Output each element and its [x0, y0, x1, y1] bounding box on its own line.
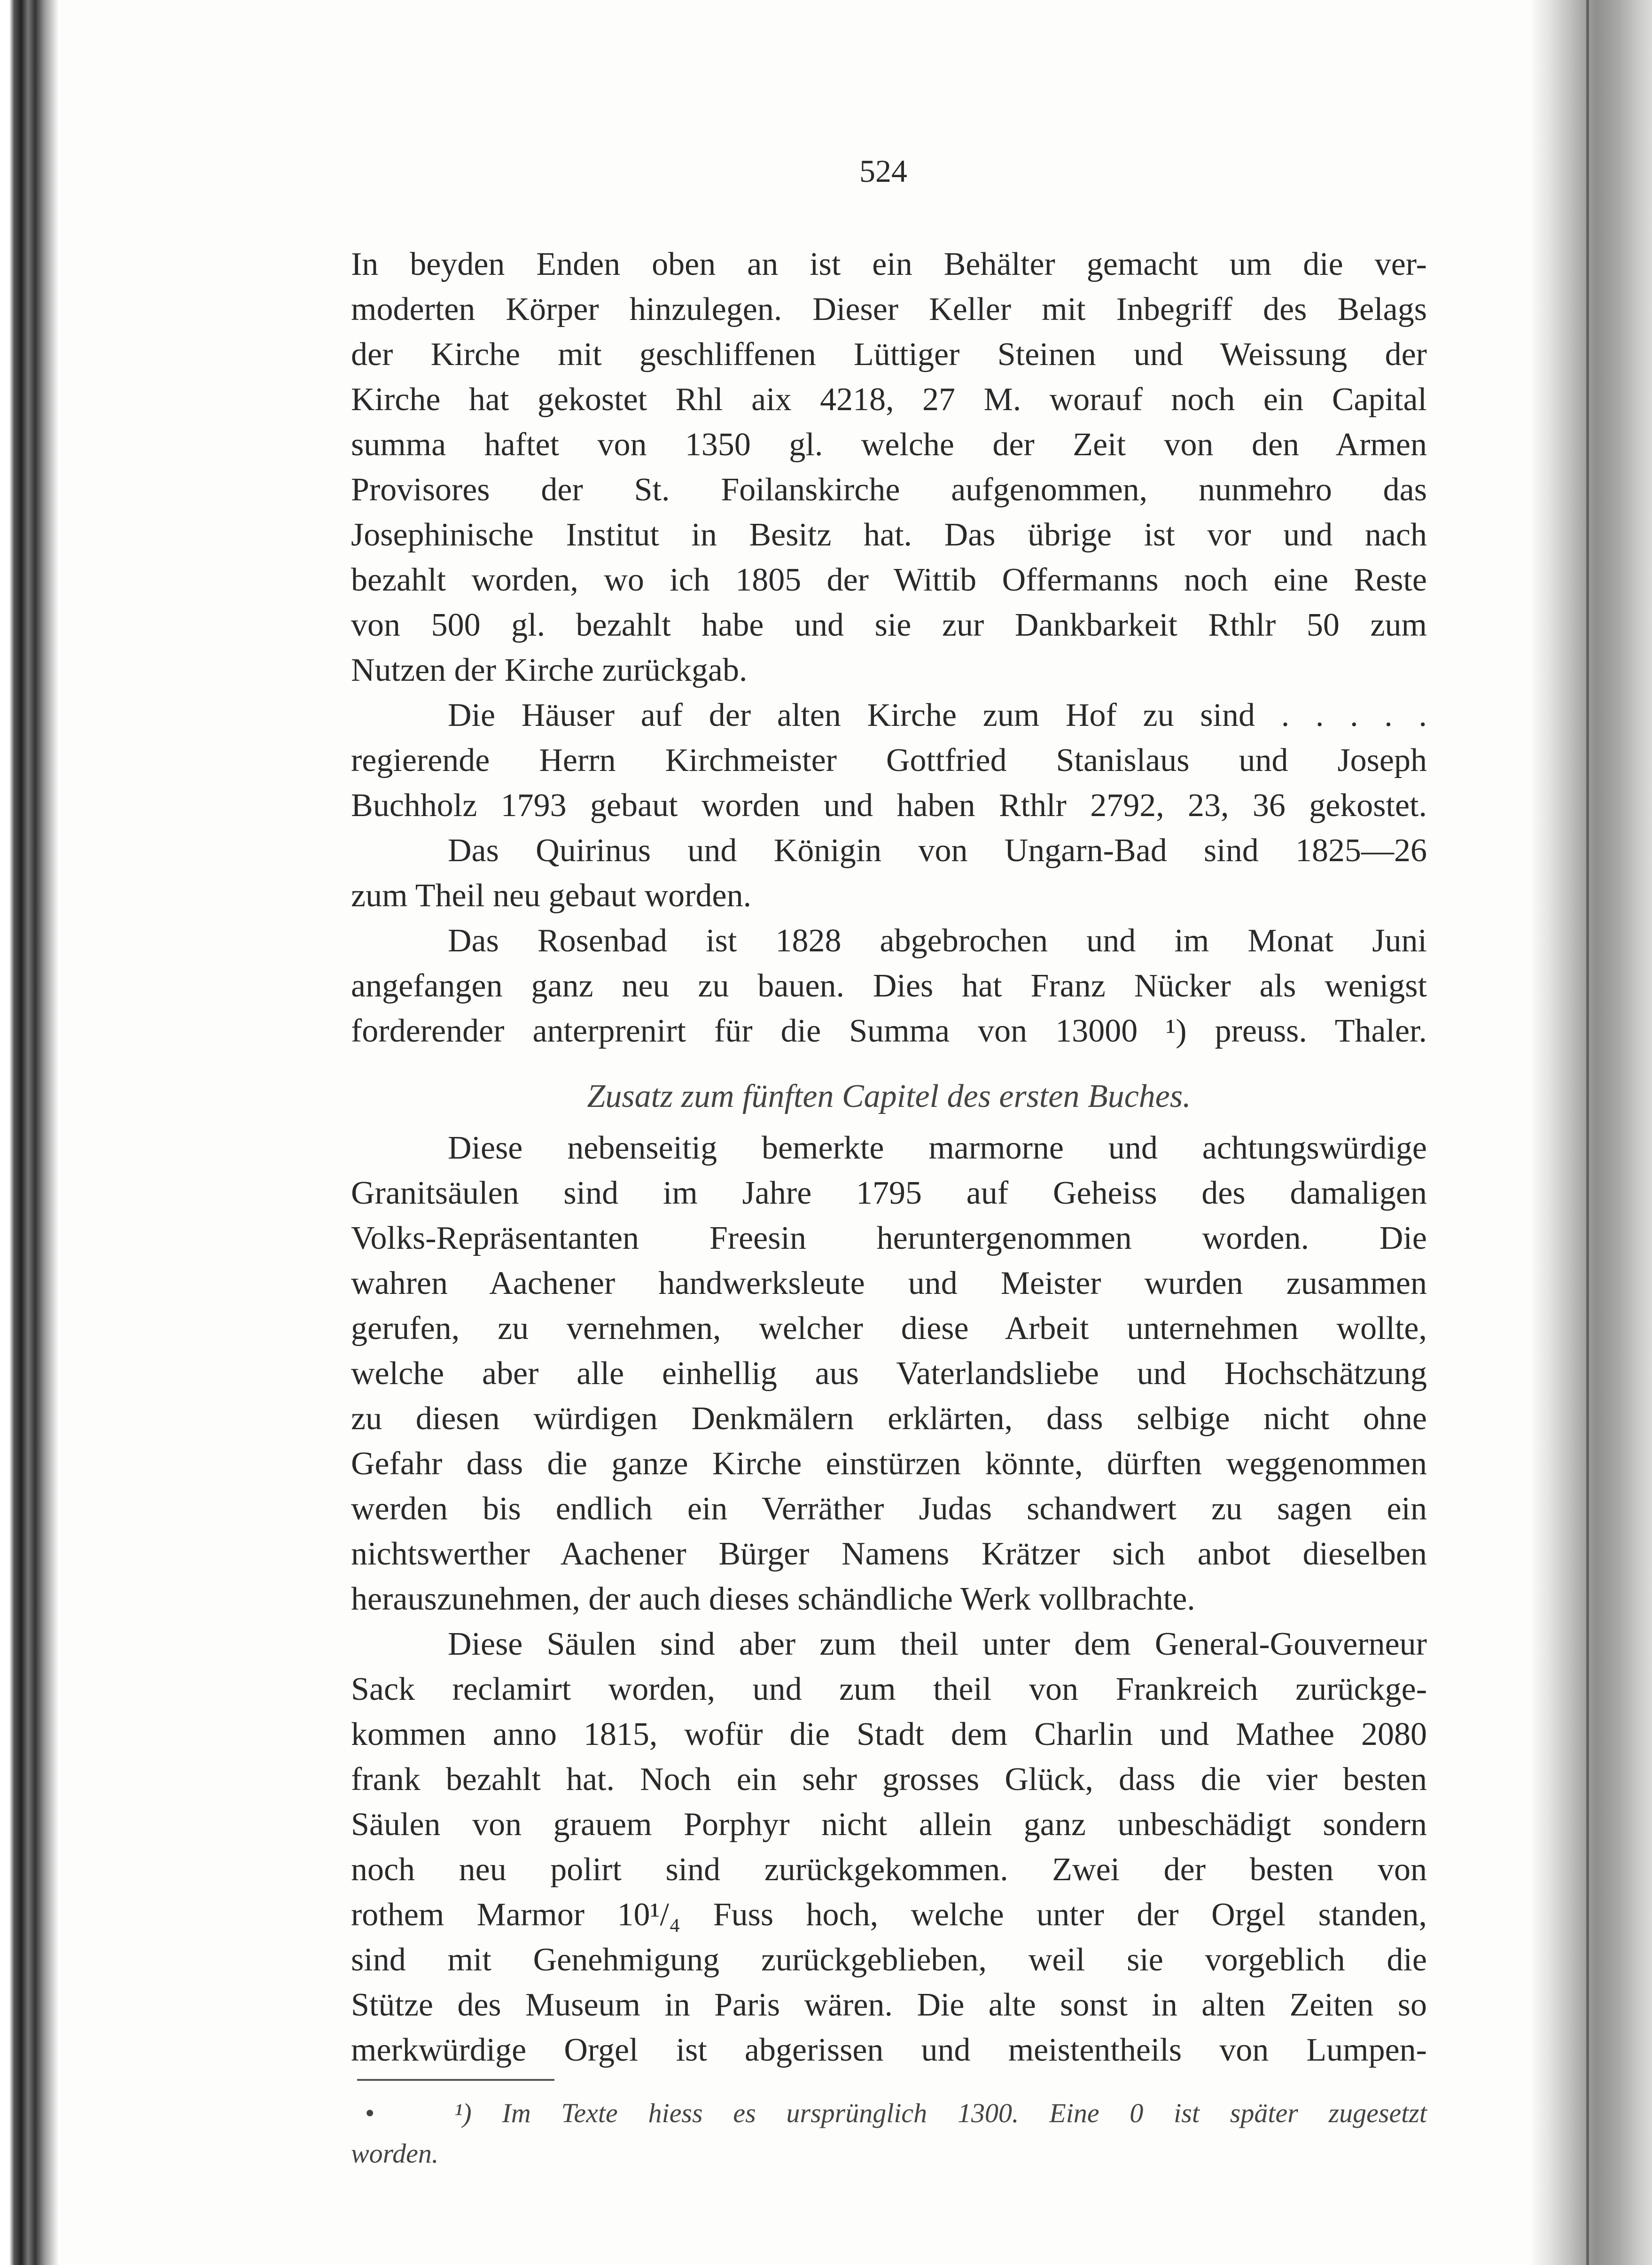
- text-line: zu diesen würdigen Denkmälern erklärten, dass selbige nicht ohne: [351, 1401, 1427, 1437]
- footnote-divider: [357, 2079, 554, 2081]
- text-line: Diese nebenseitig bemerkte marmorne und achtungswürdige: [448, 1130, 1427, 1166]
- text-line: Das Rosenbad ist 1828 abgebrochen und im Monat Juni: [448, 923, 1427, 959]
- text-line: In beyden Enden oben an ist ein Behälter gemacht um die ver-: [351, 246, 1427, 282]
- body-text: [351, 242, 1427, 2073]
- text-line: frank bezahlt hat. Noch ein sehr grosses Glück, dass die vier besten: [351, 1761, 1427, 1798]
- text-line: regierende Herrn Kirchmeister Gottfried Stanislaus und Joseph: [351, 742, 1427, 778]
- text-line: bezahlt worden, wo ich 1805 der Wittib Offermanns noch eine Reste: [351, 562, 1427, 598]
- text-line: rothem Marmor 10¹/₄ Fuss hoch, welche unter der Orgel standen,: [351, 1897, 1427, 1933]
- section-heading: Zusatz zum fünften Capitel des ersten Buches.: [587, 1078, 1191, 1114]
- text-line: moderten Körper hinzulegen. Dieser Keller mit Inbegriff des Belags: [351, 291, 1427, 327]
- text-line: Provisores der St. Foilanskirche aufgenommen, nunmehro das: [351, 472, 1427, 508]
- text-line: von 500 gl. bezahlt habe und sie zur Dankbarkeit Rthlr 50 zum: [351, 607, 1427, 643]
- text-line: forderender anterprenirt für die Summa von 13000 ¹) preuss. Thaler.: [351, 1013, 1427, 1049]
- text-line: merkwürdige Orgel ist abgerissen und meistentheils von Lumpen-: [351, 2032, 1427, 2068]
- text-line: Diese Säulen sind aber zum theil unter dem General-Gouverneur: [448, 1626, 1427, 1662]
- speck-mark: •: [365, 2098, 375, 2128]
- text-line: Die Häuser auf der alten Kirche zum Hof zu sind . . . . .: [448, 697, 1427, 733]
- page-number: 524: [859, 153, 907, 189]
- footnote: [351, 2093, 1427, 2174]
- text-line: Granitsäulen sind im Jahre 1795 auf Geheiss des damaligen: [351, 1175, 1427, 1211]
- text-line: wahren Aachener handwerksleute und Meister wurden zusammen: [351, 1265, 1427, 1301]
- text-line: Gefahr dass die ganze Kirche einstürzen könnte, dürften weggenommen: [351, 1446, 1427, 1482]
- scan-left-edge: [0, 0, 59, 2265]
- text-line: Kirche hat gekostet Rhl aix 4218, 27 M. worauf noch ein Capital: [351, 381, 1427, 418]
- text-line: Josephinische Institut in Besitz hat. Das übrige ist vor und nach: [351, 517, 1427, 553]
- scan-right-edge: [1530, 0, 1652, 2265]
- footnote-line: worden.: [351, 2138, 439, 2169]
- text-line: zum Theil neu gebaut worden.: [351, 878, 752, 914]
- text-line: Stütze des Museum in Paris wären. Die alte sonst in alten Zeiten so: [351, 1987, 1427, 2023]
- footnote-line: ¹) Im Texte hiess es ursprünglich 1300. Eine 0 ist später zugesetzt: [454, 2098, 1427, 2128]
- text-line: werden bis endlich ein Verräther Judas schandwert zu sagen ein: [351, 1491, 1427, 1527]
- text-line: summa haftet von 1350 gl. welche der Zeit von den Armen: [351, 427, 1427, 463]
- text-line: kommen anno 1815, wofür die Stadt dem Charlin und Mathee 2080: [351, 1716, 1427, 1752]
- text-line: gerufen, zu vernehmen, welcher diese Arbeit unternehmen wollte,: [351, 1310, 1427, 1347]
- text-line: noch neu polirt sind zurückgekommen. Zwei der besten von: [351, 1852, 1427, 1888]
- text-line: Säulen von grauem Porphyr nicht allein ganz unbeschädigt sondern: [351, 1806, 1427, 1843]
- text-line: sind mit Genehmigung zurückgeblieben, weil sie vorgeblich die: [351, 1942, 1427, 1978]
- text-line: Buchholz 1793 gebaut worden und haben Rthlr 2792, 23, 36 gekostet.: [351, 787, 1427, 824]
- text-line: Sack reclamirt worden, und zum theil von Frankreich zurückge-: [351, 1671, 1427, 1707]
- text-line: Nutzen der Kirche zurückgab.: [351, 652, 748, 688]
- text-line: Das Quirinus und Königin von Ungarn-Bad sind 1825—26: [448, 833, 1427, 869]
- text-line: angefangen ganz neu zu bauen. Dies hat Franz Nücker als wenigst: [351, 968, 1427, 1004]
- text-line: welche aber alle einhellig aus Vaterlandsliebe und Hochschätzung: [351, 1355, 1427, 1392]
- text-line: der Kirche mit geschliffenen Lüttiger Steinen und Weissung der: [351, 336, 1427, 373]
- text-line: Volks-Repräsentanten Freesin heruntergenommen worden. Die: [351, 1220, 1427, 1256]
- text-line: herauszunehmen, der auch dieses schändliche Werk vollbrachte.: [351, 1581, 1195, 1617]
- text-line: nichtswerther Aachener Bürger Namens Krätzer sich anbot dieselben: [351, 1536, 1427, 1572]
